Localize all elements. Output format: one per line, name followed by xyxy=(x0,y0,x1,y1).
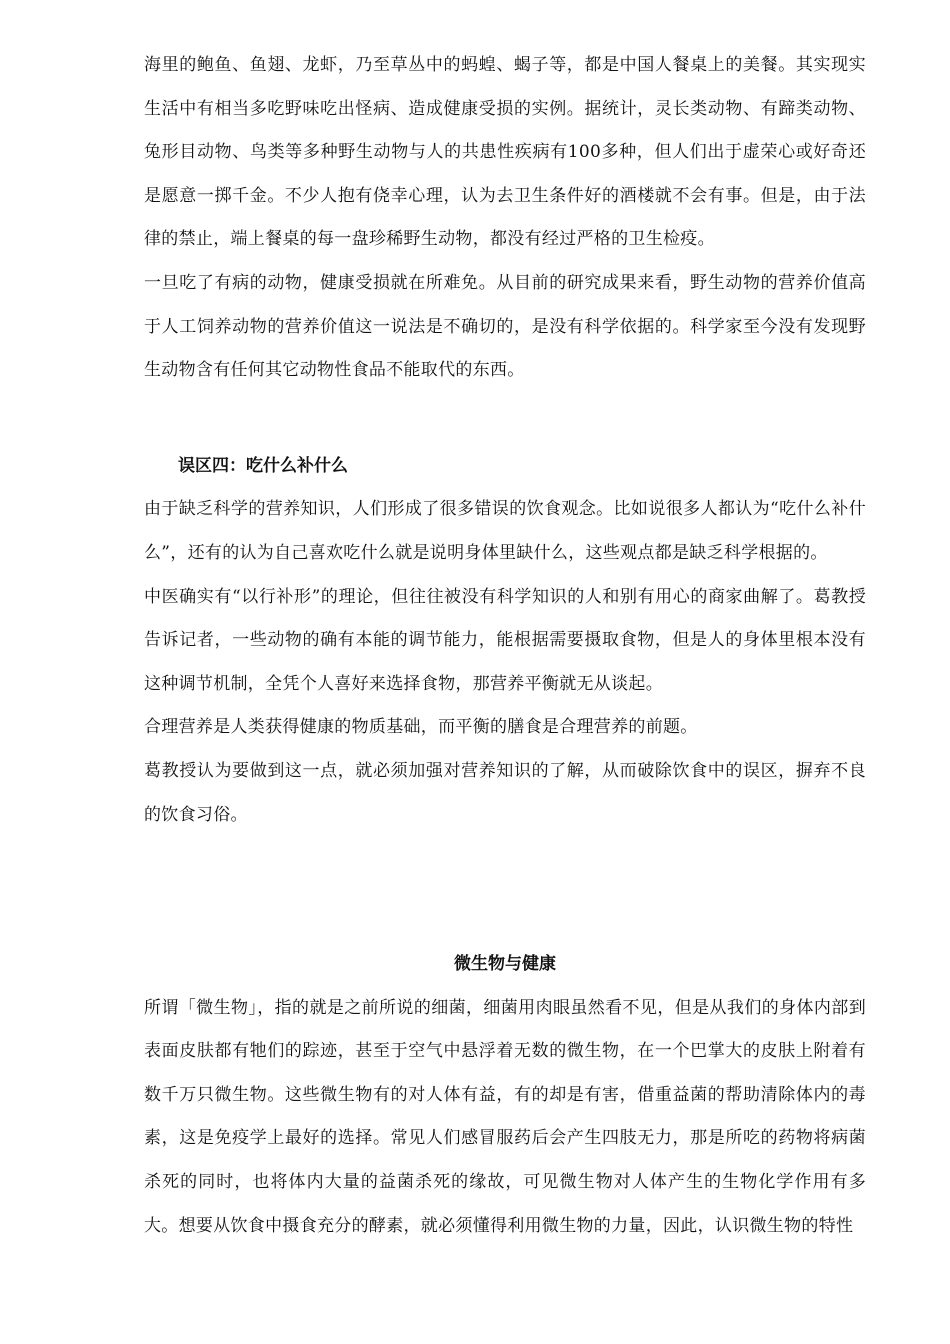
document-page xyxy=(144,44,866,1248)
paragraph-reasonable-nutrition: 合理营养是人类获得健康的物质基础，而平衡的膳食是合理营养的前题。 xyxy=(144,717,698,738)
paragraph-professor-advice: 葛教授认为要做到这一点，就必须加强对营养知识的了解，从而破除饮食中的误区，摒弃不良的饮食习俗。 xyxy=(144,760,866,825)
section-heading-myth-four: 误区四：吃什么补什么 xyxy=(178,455,348,476)
section-heading-microbes: 微生物与健康 xyxy=(454,954,556,975)
paragraph-wild-animal-nutrition: 一旦吃了有病的动物，健康受损就在所难免。从目前的研究成果来看，野生动物的营养价值高于人工饲养动物的营养价值这一说法是不确切的，是没有科学依据的。科学家至今没有发现野生动物含有任何其它动物性食品不能取代的东西。 xyxy=(144,272,866,381)
paragraph-myth-four-intro: 由于缺乏科学的营养知识，人们形成了很多错误的饮食观念。比如说很多人都认为“吃什么补什么”，还有的认为自己喜欢吃什么就是说明身体里缺什么，这些观点都是缺乏科学根据的。 xyxy=(144,499,866,563)
section-spacer xyxy=(144,837,866,943)
paragraph-wild-animals: 海里的鲍鱼、鱼翅、龙虾，乃至草丛中的蚂蝗、蝎子等，都是中国人餐桌上的美餐。其实现实生活中有相当多吃野味吃出怪病、造成健康受损的实例。据统计，灵长类动物、有蹄类动物、兔形目动物、鸟类等多种野生动物与人的共患性疾病有100多种，但人们出于虚荣心或好奇还是愿意一掷千金。不少人抱有侥幸心理，认为去卫生条件好的酒楼就不会有事。但是，由于法律的禁止，端上餐桌的每一盘珍稀野生动物，都没有经过严格的卫生检疫。 xyxy=(144,55,866,250)
paragraph-microbes-intro: 所谓「微生物」，指的就是之前所说的细菌，细菌用肉眼虽然看不见，但是从我们的身体内部到表面皮肤都有牠们的踪迹，甚至于空气中悬浮着无数的微生物，在一个巴掌大的皮肤上附着有数千万只微生物。这些微生物有的对人体有益，有的却是有害，借重益菌的帮助清除体内的毒素，这是免疫学上最好的选择。常见人们感冒服药后会产生四肢无力，那是所吃的药物将病菌杀死的同时，也将体内大量的益菌杀死的缘故，可见微生物对人体产生的生物化学作用有多大。想要从饮食中摄食充分的酵素，就必须懂得利用微生物的力量，因此，认识微生物的特性 xyxy=(144,997,866,1236)
paragraph-tcm-theory: 中医确实有“以行补形”的理论，但往往被没有科学知识的人和别有用心的商家曲解了。葛教授告诉记者，一些动物的确有本能的调节能力，能根据需要摄取食物，但是人的身体里根本没有这种调节机制，全凭个人喜好来选择食物，那营养平衡就无从谈起。 xyxy=(144,586,866,694)
